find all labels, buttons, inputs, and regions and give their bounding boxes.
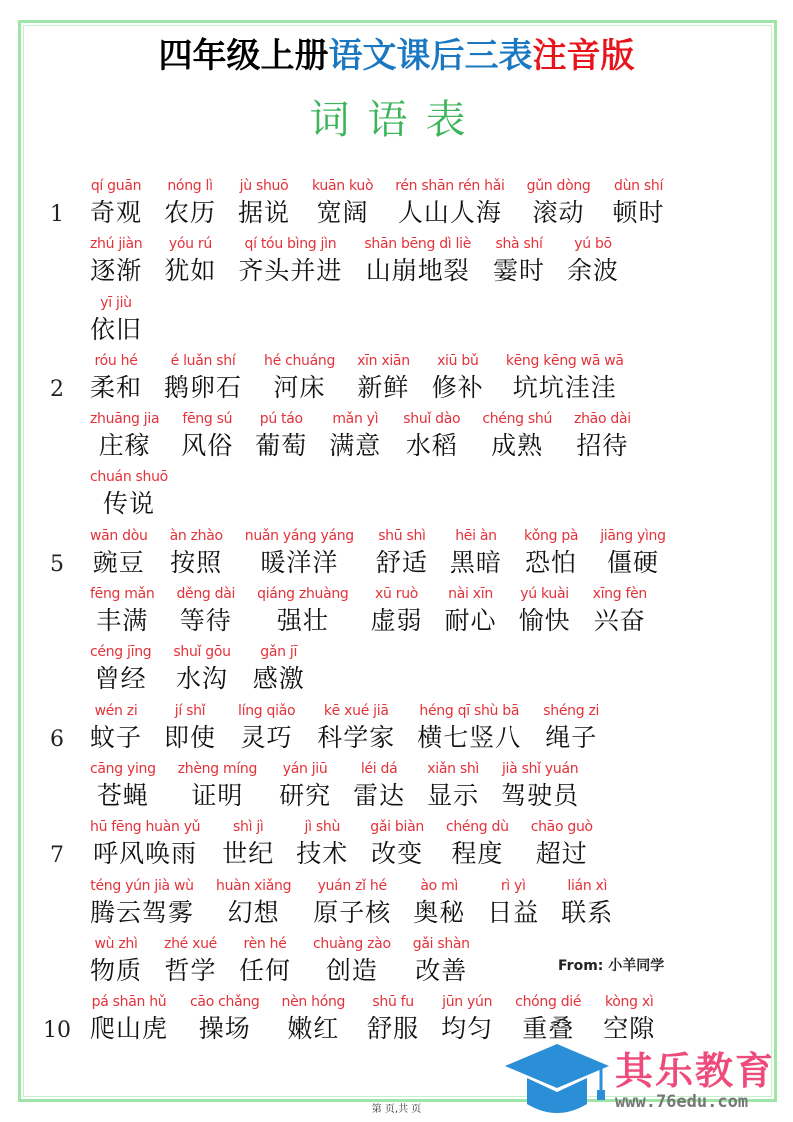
pinyin: shū fu [372,994,414,1011]
vocab-word [395,178,504,229]
word-row [0,411,793,469]
vocab-word [222,819,274,870]
pinyin: yú kuài [520,586,569,603]
vocab-word [282,994,346,1045]
vocab-word [170,528,223,579]
word-row [0,644,793,702]
pinyin: zhāo dài [574,411,631,428]
pinyin: fēng mǎn [90,586,155,603]
vocab-word [403,411,460,462]
pinyin: xiū bǔ [437,352,479,369]
vocab-word [164,703,216,754]
hanzi: 幻想 [227,897,280,927]
pinyin: chóng dié [515,994,582,1011]
pinyin: shuǐ gōu [173,644,231,661]
vocab-word [493,236,545,287]
hanzi: 奇观 [90,198,143,227]
hanzi: 驾驶员 [501,780,580,810]
pinyin: gǎi biàn [370,819,424,836]
pinyin: rén shān rén hǎi [395,178,505,194]
pinyin: jì shù [304,819,341,836]
vocab-word [90,178,142,229]
pinyin: ào mì [420,877,459,894]
pinyin: téng yún jià wù [90,877,194,894]
hanzi: 空隙 [603,1014,656,1044]
vocab-word [531,819,593,870]
vocab-word [264,353,335,404]
word-row [0,178,793,236]
hanzi: 灵巧 [240,722,293,752]
vocab-word [543,703,599,754]
word-row [0,469,793,527]
hanzi: 科学家 [317,722,396,752]
words-group [90,178,665,229]
hanzi: 舒适 [375,547,428,577]
pinyin: dùn shí [614,178,664,194]
pinyin: xīng fèn [592,586,647,603]
pinyin: nóng lì [167,178,213,194]
vocab-word [574,411,631,462]
author-note: From: 小羊同学 [558,958,665,974]
hanzi: 顿时 [612,198,665,227]
hanzi: 农历 [164,198,217,227]
vocab-word [296,819,348,870]
hanzi: 庄稼 [98,431,151,461]
vocab-word [178,761,257,812]
pinyin: jù shuō [239,178,289,194]
pinyin: yī jiù [100,294,132,311]
pinyin: rì yì [500,877,526,894]
hanzi: 超过 [535,839,588,869]
vocab-word [90,644,151,695]
vocab-word [90,236,142,287]
vocab-word [603,994,655,1045]
pinyin: shuǐ dào [403,411,461,428]
pinyin: cāo chǎng [190,994,260,1011]
pinyin: léi dá [360,760,398,777]
vocab-word [561,878,613,929]
pinyin: qí tóu bìng jìn [244,236,337,253]
hanzi: 绳子 [545,722,598,752]
words-group [90,586,647,637]
words-group [90,469,168,520]
title-subject: 语文课后三表 [328,36,533,76]
hanzi: 愉快 [518,606,571,636]
vocab-word [255,411,307,462]
hanzi: 耐心 [444,606,497,636]
words-group [90,703,599,754]
hanzi: 舒服 [367,1014,420,1044]
vocab-word [613,178,665,229]
hanzi: 丰满 [96,606,149,636]
vocab-word [176,586,235,637]
vocab-word [329,411,381,462]
pinyin: zhèng míng [177,760,258,777]
pinyin: gǔn dòng [526,178,591,194]
hanzi: 技术 [296,839,349,869]
hanzi: 犹如 [164,256,217,286]
lesson-number: 7 [50,843,64,869]
hanzi: 齐头并进 [238,256,343,286]
pinyin: céng jīng [90,644,152,661]
words-group [90,994,655,1045]
vocab-word [367,994,419,1045]
words-group [90,936,470,987]
hanzi: 招待 [576,431,629,461]
hanzi: 水沟 [176,664,229,694]
hanzi: 腾云驾雾 [90,897,195,927]
hanzi: 人山人海 [397,198,502,227]
pinyin: lián xì [567,877,608,894]
hanzi: 原子核 [313,897,392,927]
vocab-word [90,411,159,462]
vocab-word [445,586,497,637]
vocab-word [432,353,484,404]
lesson-number: 10 [43,1018,71,1044]
hanzi: 豌豆 [92,547,145,577]
vocab-word [90,761,156,812]
vocab-word [515,994,581,1045]
pinyin: fēng sú [182,411,233,428]
pinyin: xū ruò [375,586,419,603]
logo-url: www.76edu.com [615,1092,749,1112]
hanzi: 曾经 [94,664,147,694]
word-row [0,878,793,936]
logo [505,1040,790,1118]
word-row [0,936,793,994]
words-group [90,819,593,870]
pinyin: chuàng zào [313,935,391,952]
vocab-word [90,295,142,346]
vocab-word [312,178,373,229]
hanzi: 日益 [487,897,540,927]
lesson-number: 2 [50,376,64,402]
pinyin: wān dòu [90,527,148,544]
pinyin: róu hé [94,352,138,369]
pinyin: hēi àn [455,527,497,544]
hanzi: 满意 [329,431,382,461]
title-edition: 注音版 [532,36,635,76]
vocab-word [253,644,305,695]
hanzi: 显示 [427,780,480,810]
hanzi: 世纪 [222,839,275,869]
vocab-word [164,178,216,229]
pinyin: wù zhì [94,935,138,952]
pinyin: shéng zi [543,702,600,719]
vocab-word [317,703,395,754]
word-row [0,819,793,877]
pinyin: zhé xué [164,935,217,952]
pinyin: nuǎn yáng yáng [244,527,354,544]
pinyin: líng qiǎo [238,702,296,719]
vocab-word [413,878,465,929]
pinyin: é luǎn shí [170,352,236,369]
pinyin: jiāng yìng [600,527,666,544]
hanzi: 均匀 [441,1014,494,1044]
word-row [0,236,793,294]
hanzi: 暖洋洋 [260,547,339,577]
vocab-word [90,703,142,754]
vocab-word [506,353,624,404]
pinyin: shà shí [495,236,543,253]
vocab-word [376,528,428,579]
word-row [0,353,793,411]
vocab-word [482,411,552,462]
pinyin: nèn hóng [281,994,346,1011]
hanzi: 虚弱 [370,606,423,636]
vocab-word [501,761,579,812]
hanzi: 苍蝇 [96,780,149,810]
hanzi: 即使 [164,722,217,752]
pinyin: yuán zǐ hé [317,877,387,894]
hanzi: 鹅卵石 [164,372,243,402]
word-row [0,528,793,586]
vocab-word [313,878,391,929]
pinyin: kòng xì [604,994,654,1011]
pinyin: nài xīn [448,586,493,603]
pinyin: gǎi shàn [412,935,470,952]
hanzi: 传说 [102,489,155,519]
hanzi: 改变 [371,839,424,869]
pinyin: qiáng zhuàng [257,586,349,603]
pinyin: xīn xiān [357,352,410,369]
vocab-word [238,178,290,229]
pinyin: jūn yún [442,994,493,1011]
hanzi: 任何 [238,955,291,985]
vocab-word [90,353,142,404]
pinyin: pú táo [259,411,303,428]
word-row [0,586,793,644]
hanzi: 操场 [198,1014,251,1044]
hanzi: 研究 [279,780,332,810]
hanzi: 余波 [567,256,620,286]
vocab-word [90,878,194,929]
hanzi: 呼风唤雨 [93,839,198,869]
vocab-word [173,644,230,695]
hanzi: 柔和 [90,372,143,402]
vocab-word [524,528,578,579]
vocab-word [90,994,168,1045]
vocab-word [427,761,479,812]
page-title [0,28,793,77]
vocab-word [600,528,666,579]
vocab-word [164,236,216,287]
hanzi: 霎时 [493,256,546,286]
pinyin: zhú jiàn [90,236,143,253]
hanzi: 兴奋 [593,606,646,636]
hanzi: 雷达 [353,780,406,810]
vocab-word [353,761,405,812]
hanzi: 创造 [325,955,378,985]
pinyin: yóu rú [168,236,212,253]
pinyin: kē xué jiā [323,702,389,719]
pinyin: cāng ying [90,760,156,777]
words-group [90,878,613,929]
vocab-word [364,236,471,287]
vocab-word [371,586,423,637]
lesson-number: 1 [50,202,64,227]
pinyin: hé chuáng [264,352,336,369]
word-row [0,703,793,761]
pinyin: àn zhào [169,527,223,544]
pinyin: chuán shuō [90,469,168,486]
vocab-word [90,819,200,870]
hanzi: 哲学 [164,955,217,985]
vocab-word [90,528,148,579]
hanzi: 葡萄 [255,431,308,461]
hanzi: 山崩地裂 [365,256,470,286]
vocab-word [487,878,539,929]
pinyin: děng dài [176,586,236,603]
pinyin: jià shǐ yuán [501,760,579,777]
pinyin: chéng dù [445,819,509,836]
pinyin: gǎn jī [260,644,298,661]
pinyin: pá shān hǔ [91,994,167,1011]
hanzi: 依旧 [90,314,143,344]
vocab-word [519,586,571,637]
pinyin: hū fēng huàn yǔ [90,819,201,836]
hanzi: 感激 [252,664,305,694]
pinyin: shì jì [233,819,264,836]
hanzi: 强壮 [276,606,329,636]
pinyin: chéng shú [482,411,553,428]
pinyin: shū shì [378,527,426,544]
words-group [90,236,619,287]
section-title: 词语表 [309,97,484,143]
vocab-word [164,936,217,987]
pinyin: mǎn yì [332,411,379,428]
word-row [0,761,793,819]
hanzi: 证明 [191,780,244,810]
hanzi: 爬山虎 [90,1014,169,1044]
vocab-word [164,353,242,404]
vocab-word [245,528,354,579]
hanzi: 等待 [179,606,232,636]
title-grade: 四年级上册 [158,36,329,76]
vocab-word [238,703,295,754]
hanzi: 恐怕 [525,547,578,577]
pinyin: zhuāng jia [90,411,160,428]
pinyin: jí shǐ [174,702,206,719]
hanzi: 水稻 [405,431,458,461]
words-group [90,411,631,462]
hanzi: 滚动 [532,198,585,227]
lesson-number: 5 [50,551,64,577]
vocab-word [370,819,424,870]
words-group [90,761,579,812]
vocab-word [238,236,342,287]
vocab-word [181,411,233,462]
vocab-word [190,994,260,1045]
logo-name: 其乐教育 [615,1049,776,1093]
pinyin: kǒng pà [523,527,579,544]
pinyin: huàn xiǎng [216,877,292,894]
hanzi: 按照 [170,547,223,577]
vocab-word [239,936,291,987]
vocab-word [417,703,521,754]
page-footer: 第 页,共 页 [371,1104,422,1115]
pinyin: yán jiū [282,760,328,777]
hanzi: 僵硬 [606,547,659,577]
pinyin: qí guān [90,178,142,194]
word-row [0,295,793,353]
vocab-word [90,586,154,637]
hanzi: 风俗 [181,431,234,461]
words-group [90,528,666,579]
vocab-word [441,994,493,1045]
hanzi: 联系 [561,897,614,927]
vocab-word [567,236,619,287]
pinyin: shān bēng dì liè [364,236,472,253]
hanzi: 修补 [431,372,484,402]
hanzi: 宽阔 [316,198,369,227]
pinyin: yú bō [574,236,612,253]
pinyin: chāo guò [530,819,593,836]
hanzi: 嫩红 [287,1014,340,1044]
vocab-word [446,819,509,870]
vocab-word [450,528,502,579]
lesson-number: 6 [50,726,64,752]
vocab-word [593,586,647,637]
hanzi: 改善 [415,955,468,985]
hanzi: 成熟 [491,431,544,461]
pinyin: kēng kēng wā wā [505,352,624,369]
pinyin: rèn hé [243,935,287,952]
hanzi: 河床 [273,372,326,402]
hanzi: 重叠 [522,1014,575,1044]
pinyin: héng qī shù bā [419,702,520,719]
hanzi: 逐渐 [90,256,143,286]
pinyin: kuān kuò [312,178,374,194]
hanzi: 横七竖八 [417,722,522,752]
vocab-word [313,936,391,987]
words-group [90,644,305,695]
vocab-word [527,178,591,229]
vocab-word [357,353,410,404]
hanzi: 黑暗 [449,547,502,577]
vocab-word [279,761,331,812]
vocab-word [413,936,470,987]
hanzi: 坑坑洼洼 [512,372,617,402]
words-group [90,353,624,404]
pinyin: xiǎn shì [427,760,479,777]
hanzi: 蚊子 [90,722,143,752]
vocab-word [216,878,291,929]
vocab-word [257,586,348,637]
hanzi: 程度 [451,839,504,869]
vocab-word [90,469,168,520]
vocab-word [90,936,142,987]
graduation-cap-icon [505,1042,610,1120]
word-list [0,178,793,1052]
hanzi: 物质 [90,955,143,985]
hanzi: 奥秘 [413,897,466,927]
hanzi: 据说 [238,198,291,227]
pinyin: wén zi [94,702,138,719]
hanzi: 新鲜 [357,372,410,402]
words-group [90,295,142,346]
